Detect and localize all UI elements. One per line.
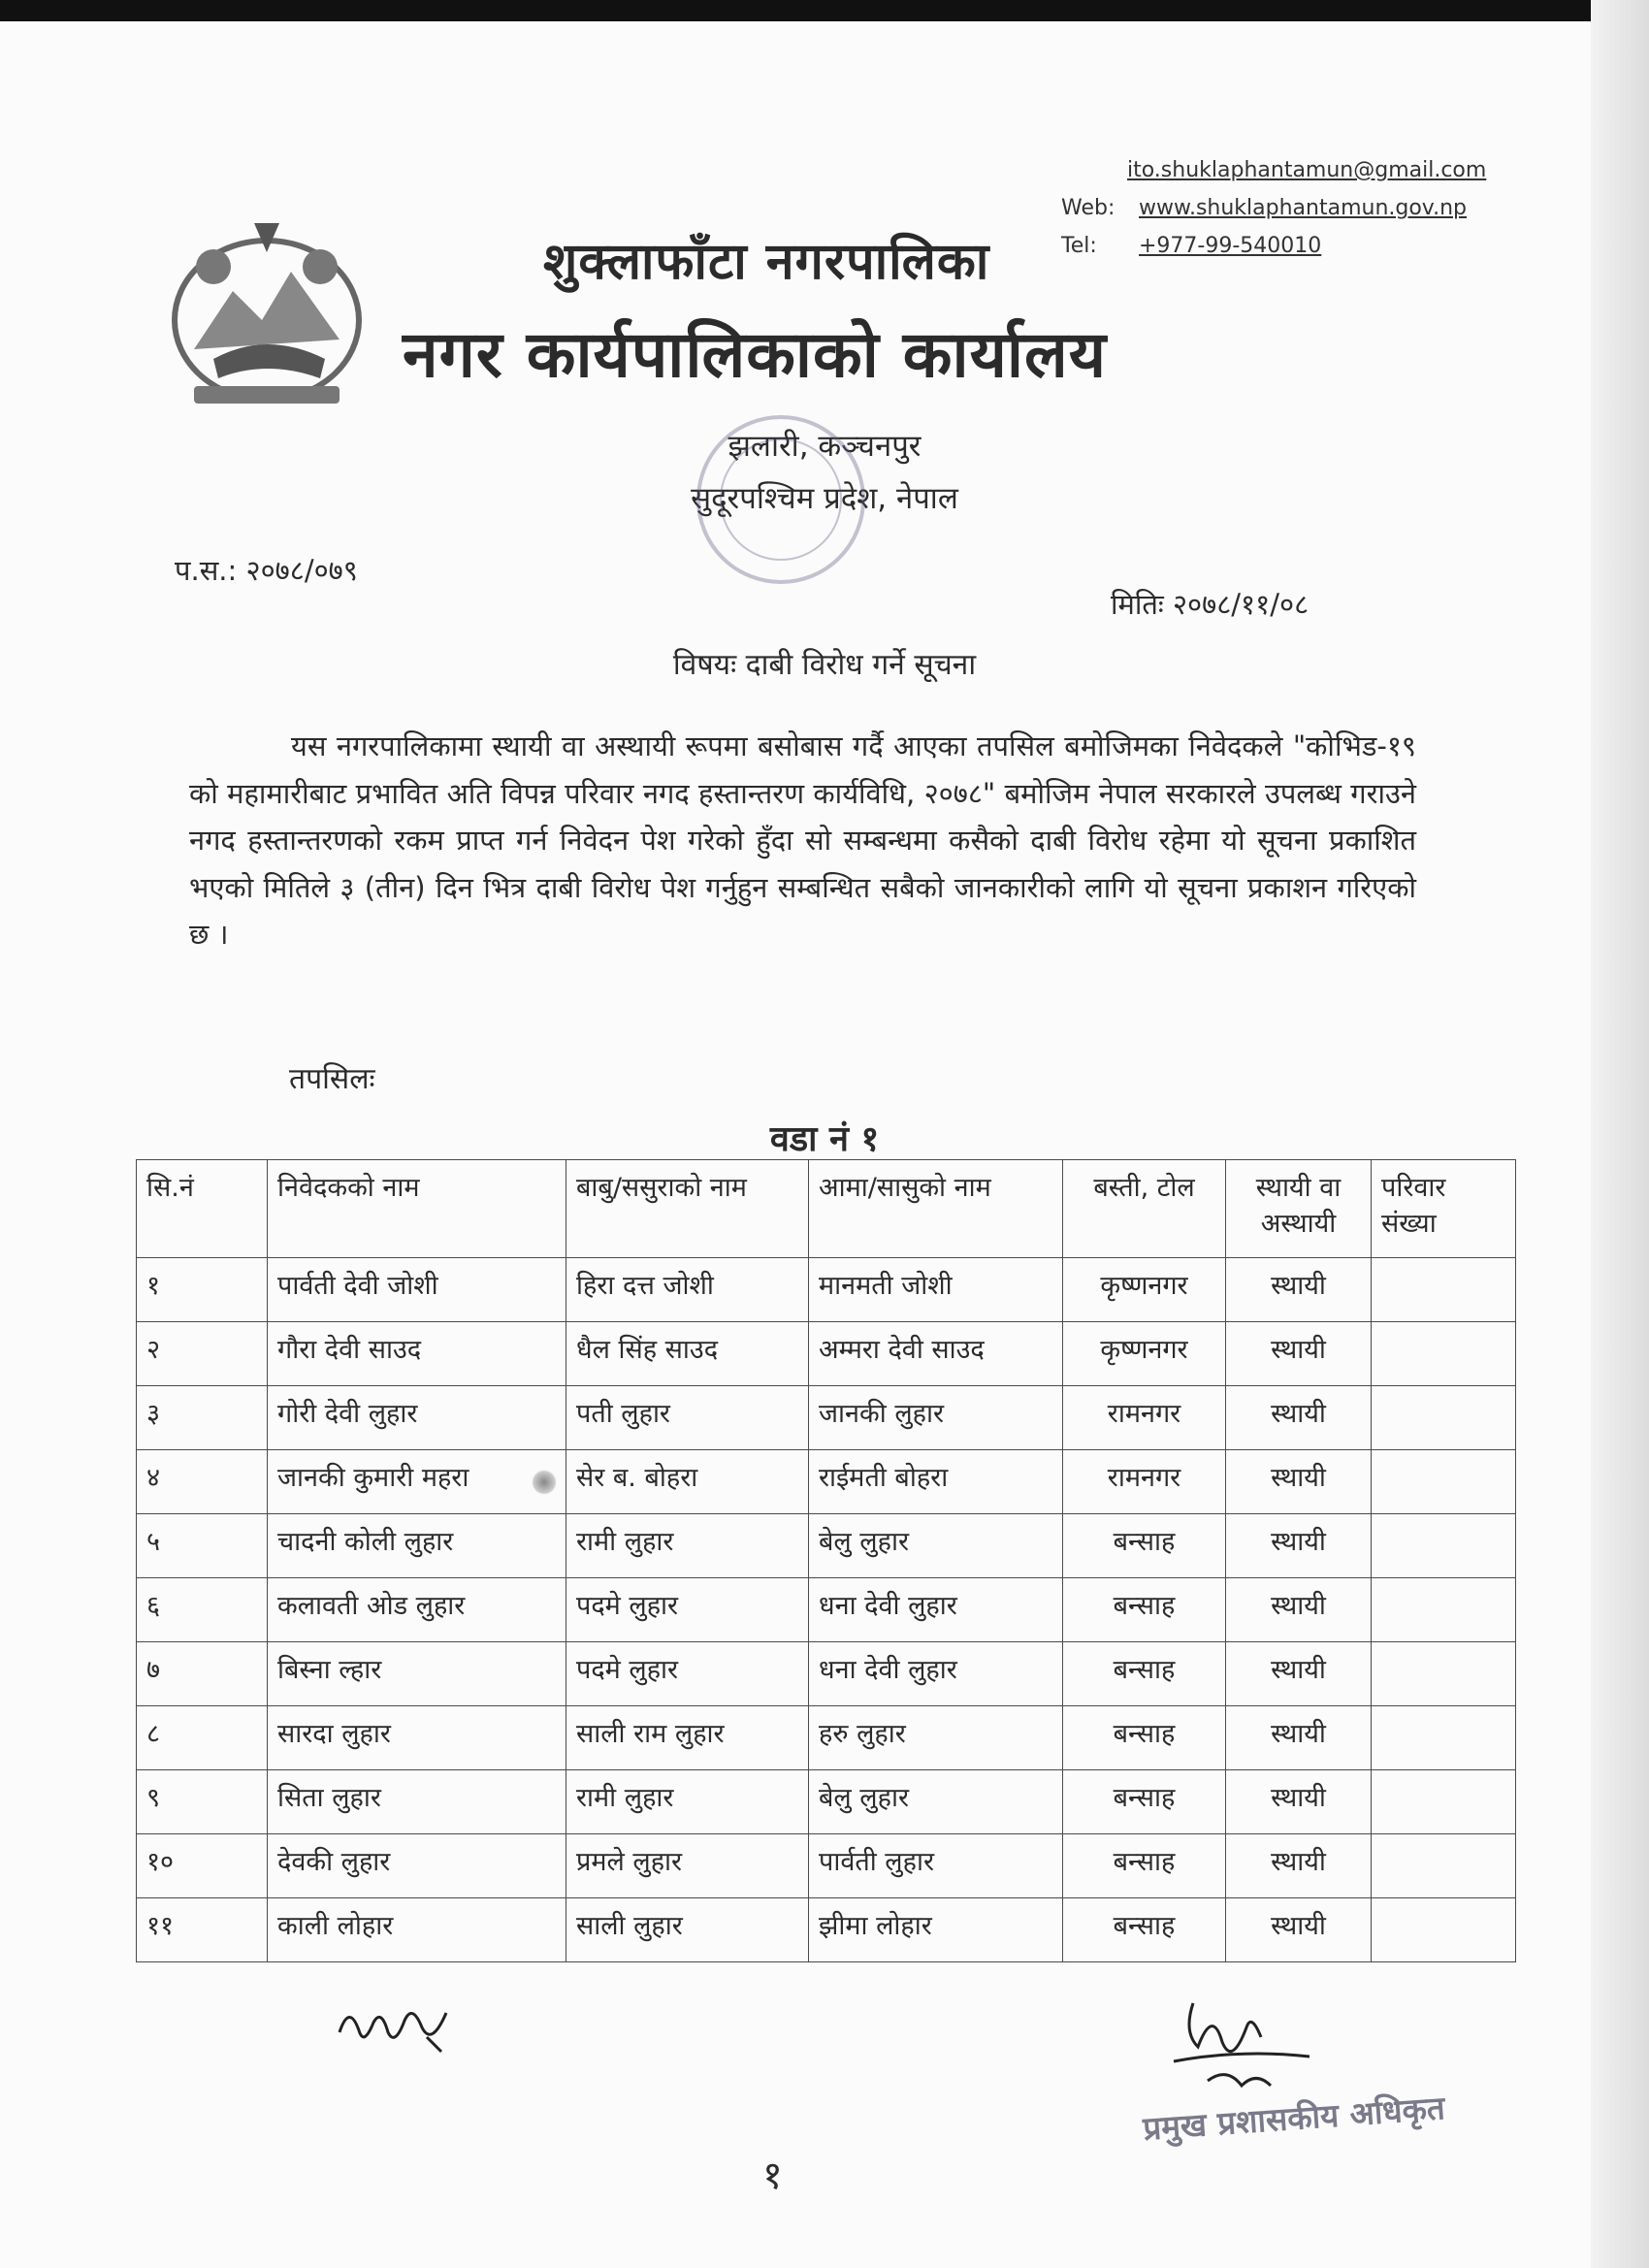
cell-family-count	[1372, 1450, 1516, 1514]
notice-date: मितिः २०७८/११/०८	[1111, 588, 1310, 621]
table-row	[137, 1322, 1516, 1386]
cell-residency: स्थायी	[1226, 1642, 1372, 1706]
cell-family-count	[1372, 1706, 1516, 1770]
scan-top-edge	[0, 0, 1649, 21]
notice-subject: विषयः दाबी विरोध गर्ने सूचना	[672, 648, 977, 682]
cell-father-name: रामी लुहार	[566, 1770, 809, 1834]
header-family-count: परिवार संख्या	[1372, 1160, 1516, 1258]
cell-family-count	[1372, 1898, 1516, 1962]
cell-applicant-name: पार्वती देवी जोशी	[268, 1258, 566, 1322]
cell-settlement: बन्साह	[1063, 1770, 1226, 1834]
cell-settlement: बन्साह	[1063, 1834, 1226, 1898]
cell-settlement: बन्साह	[1063, 1898, 1226, 1962]
contact-email: ito.shuklaphantamun@gmail.com	[1127, 158, 1487, 182]
cell-sn: ६	[137, 1578, 268, 1642]
cell-residency: स्थायी	[1226, 1706, 1372, 1770]
cell-family-count	[1372, 1258, 1516, 1322]
table-row	[137, 1578, 1516, 1642]
table-row	[137, 1514, 1516, 1578]
ward-heading: वडा नं १	[769, 1119, 880, 1159]
cell-family-count	[1372, 1834, 1516, 1898]
cell-father-name: पदमे लुहार	[566, 1578, 809, 1642]
cell-settlement: कृष्णनगर	[1063, 1258, 1226, 1322]
cell-applicant-name: जानकी कुमारी महरा	[268, 1450, 566, 1514]
cell-mother-name: हरु लुहार	[809, 1706, 1063, 1770]
applicant-table	[136, 1159, 1516, 1962]
header-applicant-name: निवेदकको नाम	[268, 1160, 566, 1258]
cell-applicant-name: काली लोहार	[268, 1898, 566, 1962]
cell-applicant-name: गोरी देवी लुहार	[268, 1386, 566, 1450]
reference-number: प.स.: २०७८/०७९	[175, 554, 358, 587]
table-row	[137, 1898, 1516, 1962]
cell-sn: १०	[137, 1834, 268, 1898]
cell-settlement: रामनगर	[1063, 1450, 1226, 1514]
cell-family-count	[1372, 1770, 1516, 1834]
cell-settlement: बन्साह	[1063, 1706, 1226, 1770]
signature-left-icon	[335, 1993, 461, 2061]
cell-applicant-name: सिता लुहार	[268, 1770, 566, 1834]
cell-mother-name: राईमती बोहरा	[809, 1450, 1063, 1514]
cell-applicant-name: कलावती ओड लुहार	[268, 1578, 566, 1642]
table-row	[137, 1642, 1516, 1706]
cell-settlement: बन्साह	[1063, 1642, 1226, 1706]
cell-sn: २	[137, 1322, 268, 1386]
cell-mother-name: जानकी लुहार	[809, 1386, 1063, 1450]
cell-family-count	[1372, 1642, 1516, 1706]
cell-mother-name: धना देवी लुहार	[809, 1642, 1063, 1706]
cell-sn: ४	[137, 1450, 268, 1514]
cell-mother-name: झीमा लोहार	[809, 1898, 1063, 1962]
table-row	[137, 1706, 1516, 1770]
cell-applicant-name: गौरा देवी साउद	[268, 1322, 566, 1386]
cell-father-name: हिरा दत्त जोशी	[566, 1258, 809, 1322]
office-stamp-icon	[669, 407, 892, 592]
cell-sn: ३	[137, 1386, 268, 1450]
table-row	[137, 1386, 1516, 1450]
cell-settlement: बन्साह	[1063, 1514, 1226, 1578]
cell-family-count	[1372, 1514, 1516, 1578]
officer-designation: प्रमुख प्रशासकीय अधिकृत	[1142, 2089, 1446, 2148]
contact-tel: Tel: +977-99-540010	[1061, 234, 1322, 258]
cell-settlement: रामनगर	[1063, 1386, 1226, 1450]
cell-mother-name: मानमती जोशी	[809, 1258, 1063, 1322]
cell-sn: ५	[137, 1514, 268, 1578]
cell-residency: स्थायी	[1226, 1386, 1372, 1450]
table-row	[137, 1834, 1516, 1898]
cell-residency: स्थायी	[1226, 1898, 1372, 1962]
cell-sn: ९	[137, 1770, 268, 1834]
header-mother-name: आमा/सासुको नाम	[809, 1160, 1063, 1258]
ink-smudge	[532, 1470, 557, 1495]
address-line-2: सुदूरपश्चिम प्रदेश, नेपाल	[691, 481, 958, 516]
header-father-name: बाबु/ससुराको नाम	[566, 1160, 809, 1258]
table-header-row	[137, 1160, 1516, 1258]
contact-web: Web: www.shuklaphantamun.gov.np	[1061, 196, 1468, 220]
header-sn: सि.नं	[137, 1160, 268, 1258]
cell-residency: स्थायी	[1226, 1450, 1372, 1514]
table-row	[137, 1258, 1516, 1322]
cell-family-count	[1372, 1322, 1516, 1386]
header-residency: स्थायी वा अस्थायी	[1226, 1160, 1372, 1258]
cell-father-name: पदमे लुहार	[566, 1642, 809, 1706]
cell-mother-name: बेलु लुहार	[809, 1770, 1063, 1834]
cell-sn: ७	[137, 1642, 268, 1706]
cell-family-count	[1372, 1578, 1516, 1642]
table-row	[137, 1450, 1516, 1514]
cell-mother-name: बेलु लुहार	[809, 1514, 1063, 1578]
cell-father-name: धैल सिंह साउद	[566, 1322, 809, 1386]
cell-family-count	[1372, 1386, 1516, 1450]
cell-settlement: कृष्णनगर	[1063, 1322, 1226, 1386]
cell-applicant-name: सारदा लुहार	[268, 1706, 566, 1770]
cell-residency: स्थायी	[1226, 1578, 1372, 1642]
nepal-emblem-icon	[155, 213, 378, 417]
cell-father-name: प्रमले लुहार	[566, 1834, 809, 1898]
address-line-1: झलारी, कञ्चनपुर	[728, 429, 922, 464]
cell-sn: ८	[137, 1706, 268, 1770]
office-name: नगर कार्यपालिकाको कार्यालय	[403, 317, 1107, 392]
cell-applicant-name: देवकी लुहार	[268, 1834, 566, 1898]
cell-residency: स्थायी	[1226, 1514, 1372, 1578]
cell-settlement: बन्साह	[1063, 1578, 1226, 1642]
cell-sn: ११	[137, 1898, 268, 1962]
municipality-name: शुक्लाफाँटा नगरपालिका	[543, 233, 990, 291]
cell-applicant-name: चादनी कोली लुहार	[268, 1514, 566, 1578]
table-row	[137, 1770, 1516, 1834]
cell-father-name: साली लुहार	[566, 1898, 809, 1962]
cell-father-name: सेर ब. बोहरा	[566, 1450, 809, 1514]
cell-applicant-name: बिस्ना ल्हार	[268, 1642, 566, 1706]
details-label: तपसिलः	[289, 1062, 375, 1096]
signature-officer-icon	[1154, 1989, 1368, 2105]
cell-mother-name: अम्मरा देवी साउद	[809, 1322, 1063, 1386]
page-number: १	[762, 2154, 783, 2198]
cell-residency: स्थायी	[1226, 1834, 1372, 1898]
cell-residency: स्थायी	[1226, 1322, 1372, 1386]
header-settlement: बस्ती, टोल	[1063, 1160, 1226, 1258]
notice-body: यस नगरपालिकामा स्थायी वा अस्थायी रूपमा बसोबास गर्दै आएका तपसिल बमोजिमका निवेदकले "कोभिड-१९ को महामारीबाट प्रभावित अति विपन्न परिवार नगद हस्तान्तरण कार्यविधि, २०७८" बमोजिम नेपाल सरकारले उपलब्ध गराउने नगद हस्तान्तरणको रकम प्राप्त गर्न निवेदन पेश गरेको हुँदा सो सम्बन्धमा कसैको दाबी विरोध रहेमा यो सूचना प्रकाशित भएको मितिले ३ (तीन) दिन भित्र दाबी विरोध पेश गर्नुहुन सम्बन्धित सबैको जानकारीको लागि यो सूचना प्रकाशन गरिएको छ ।	[189, 729, 1416, 951]
cell-residency: स्थायी	[1226, 1770, 1372, 1834]
cell-mother-name: धना देवी लुहार	[809, 1578, 1063, 1642]
cell-father-name: पती लुहार	[566, 1386, 809, 1450]
cell-mother-name: पार्वती लुहार	[809, 1834, 1063, 1898]
cell-residency: स्थायी	[1226, 1258, 1372, 1322]
cell-sn: १	[137, 1258, 268, 1322]
cell-father-name: रामी लुहार	[566, 1514, 809, 1578]
cell-father-name: साली राम लुहार	[566, 1706, 809, 1770]
